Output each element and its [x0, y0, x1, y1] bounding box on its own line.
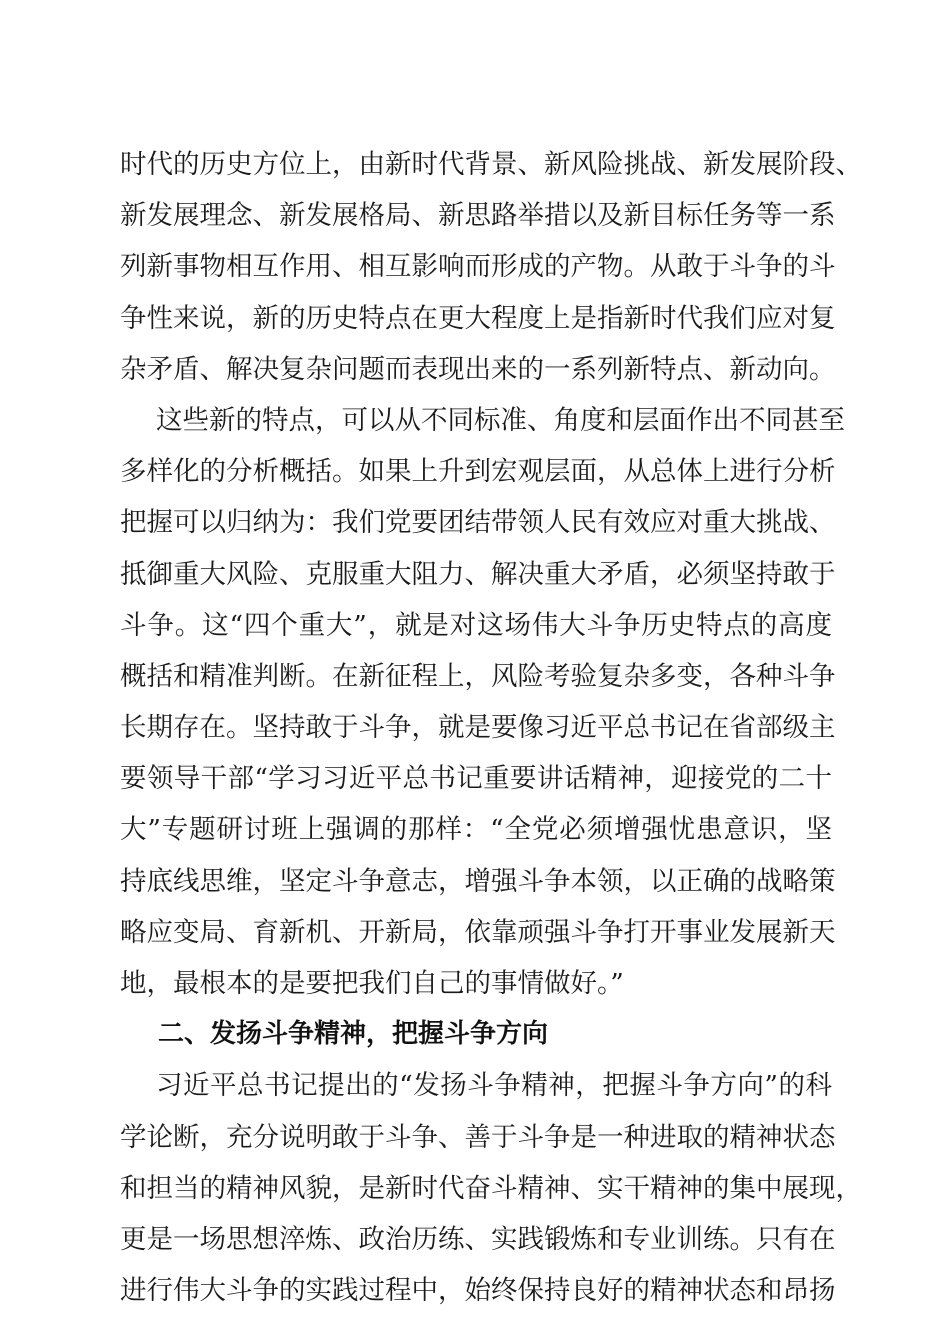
text-line: 地，最根本的是要把我们自己的事情做好。”	[120, 968, 624, 999]
document-body	[120, 139, 862, 1316]
text-line: 更是一场思想淬炼、政治历练、实践锻炼和专业训练。只有在	[120, 1223, 836, 1255]
text-line: 把握可以归纳为：我们党要团结带领人民有效应对重大挑战、	[120, 507, 836, 539]
text-line: 长期存在。坚持敢于斗争，就是要像习近平总书记在省部级主	[120, 712, 836, 744]
paragraph	[120, 395, 845, 1009]
text-line: 持底线思维，坚定斗争意志，增强斗争本领，以正确的战略策	[120, 865, 836, 897]
text-line: 略应变局、育新机、开新局，依靠顽强斗争打开事业发展新天	[120, 916, 836, 948]
text-line: 杂矛盾、解决复杂问题而表现出来的一系列新特点、新动向。	[120, 353, 836, 385]
text-line: 这些新的特点，可以从不同标准、角度和层面作出不同甚至	[156, 404, 845, 436]
text-line: 争性来说，新的历史特点在更大程度上是指新时代我们应对复	[120, 302, 836, 334]
text-line: 要领导干部“学习习近平总书记重要讲话精神，迎接党的二十	[120, 763, 832, 795]
text-line: 习近平总书记提出的“发扬斗争精神，把握斗争方向”的科	[156, 1070, 832, 1102]
text-line: 列新事物相互作用、相互影响而形成的产物。从敢于斗争的斗	[120, 251, 836, 283]
text-line: 新发展理念、新发展格局、新思路举措以及新目标任务等一系	[120, 200, 836, 232]
text-line: 抵御重大风险、克服重大阻力、解决重大矛盾，必须坚持敢于	[120, 558, 836, 590]
section-heading: 二、发扬斗争精神，把握斗争方向	[158, 1019, 549, 1050]
text-line: 多样化的分析概括。如果上升到宏观层面，从总体上进行分析	[120, 456, 836, 488]
paragraph	[120, 1060, 862, 1316]
text-line: 学论断，充分说明敢于斗争、善于斗争是一种进取的精神状态	[120, 1121, 836, 1153]
text-line: 进行伟大斗争的实践过程中，始终保持良好的精神状态和昂扬	[120, 1275, 836, 1307]
text-line: 概括和精准判断。在新征程上，风险考验复杂多变，各种斗争	[120, 660, 836, 692]
text-line: 大”专题研讨班上强调的那样：“全党必须增强忧患意识，坚	[120, 814, 832, 846]
text-line: 和担当的精神风貌，是新时代奋斗精神、实干精神的集中展现，	[120, 1172, 862, 1204]
text-line: 斗争。这“四个重大”，就是对这场伟大斗争历史特点的高度	[120, 609, 832, 641]
paragraph	[120, 139, 862, 395]
text-line: 时代的历史方位上，由新时代背景、新风险挑战、新发展阶段、	[120, 149, 862, 180]
